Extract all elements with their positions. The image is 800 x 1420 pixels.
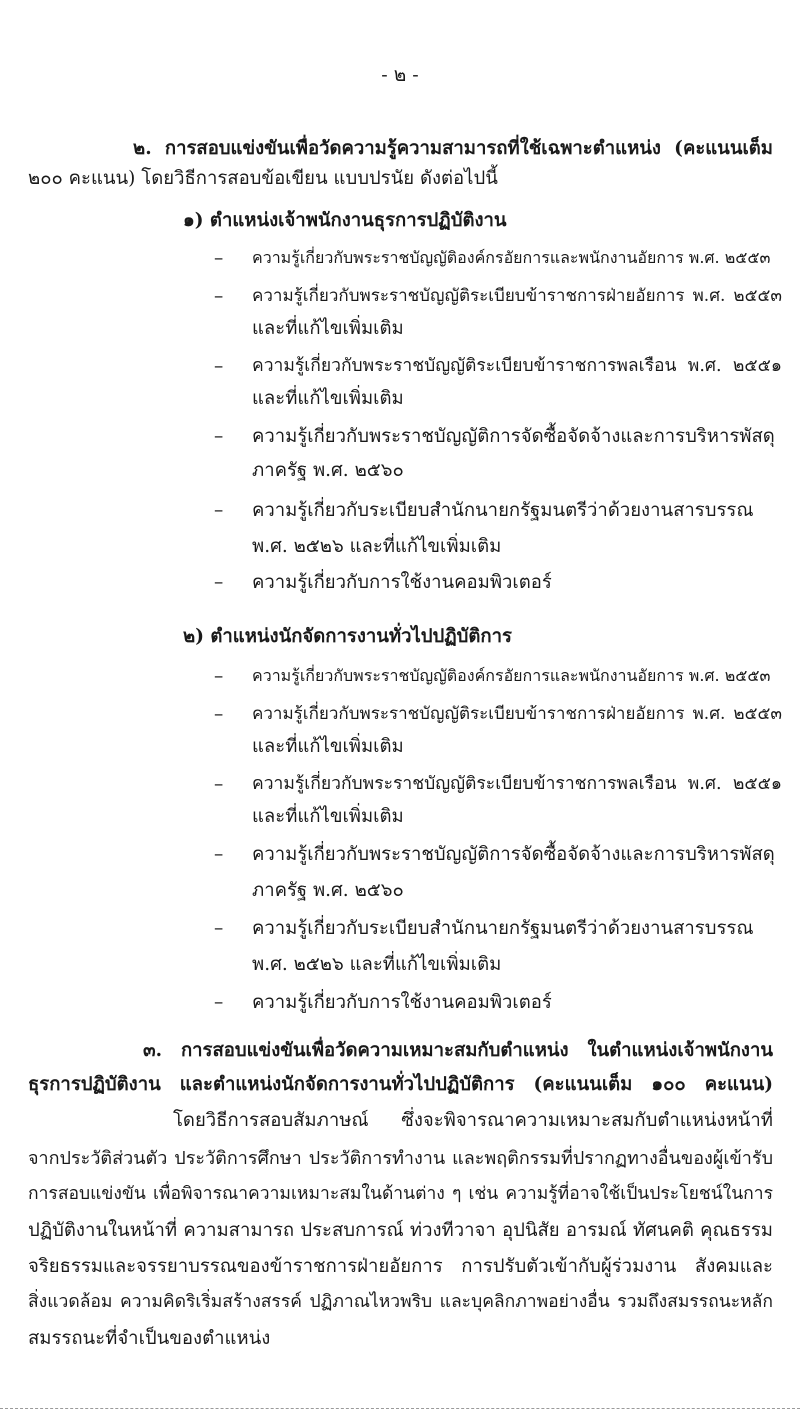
list-item-continuation: และที่แก้ไขเพิ่มเติม — [252, 318, 404, 339]
list-item: ความรู้เกี่ยวกับพระราชบัญญัติการจัดซื้อจัดจ้างและการบริหารพัสดุ — [252, 426, 775, 447]
page-bottom-rule — [0, 1408, 800, 1409]
section-3-heading-line-1: ๓. การสอบแข่งขันเพื่อวัดความเหมาะสมกับตำแหน่ง ในตำแหน่งเจ้าพนักงาน — [143, 1040, 773, 1061]
section-3-heading-line-2: ธุรการปฏิบัติงาน และตำแหน่งนักจัดการงานทั่วไปปฏิบัติการ (คะแนนเต็ม ๑๐๐ คะแนน) — [28, 1074, 773, 1095]
list-dash: – — [214, 992, 224, 1013]
list-dash: – — [214, 704, 224, 725]
list-item-continuation: พ.ศ. ๒๕๒๖ และที่แก้ไขเพิ่มเติม — [252, 536, 502, 557]
list-dash: – — [214, 426, 224, 447]
list-item: ความรู้เกี่ยวกับพระราชบัญญัติองค์กรอัยการและพนักงานอัยการ พ.ศ. ๒๕๕๓ — [252, 666, 771, 685]
list-item: ความรู้เกี่ยวกับพระราชบัญญัติระเบียบข้าราชการพลเรือน พ.ศ. ๒๕๕๑ — [252, 356, 782, 376]
list-item-continuation: พ.ศ. ๒๕๒๖ และที่แก้ไขเพิ่มเติม — [252, 954, 502, 975]
list-dash: – — [214, 844, 224, 865]
paragraph-line: จากประวัติส่วนตัว ประวัติการศึกษา ประวัติการทำงาน และพฤติกรรมที่ปรากฏทางอื่นของผู้เข้ารับ — [28, 1148, 773, 1169]
page-number: - ๒ - — [381, 64, 419, 86]
list-item: ความรู้เกี่ยวกับการใช้งานคอมพิวเตอร์ — [252, 572, 552, 593]
list-dash: – — [214, 500, 224, 521]
paragraph-line: สิ่งแวดล้อม ความคิดริเริ่มสร้างสรรค์ ปฏิภาณไหวพริบ และบุคลิกภาพอย่างอื่น รวมถึงสมรรถนะหลัก — [28, 1292, 773, 1312]
list-item-continuation: ภาครัฐ พ.ศ. ๒๕๖๐ — [252, 880, 404, 901]
list-dash: – — [214, 918, 224, 939]
list-dash: – — [214, 248, 224, 269]
list-item: ความรู้เกี่ยวกับพระราชบัญญัติองค์กรอัยการและพนักงานอัยการ พ.ศ. ๒๕๕๓ — [252, 248, 771, 267]
section-2-heading-line-1: ๒. การสอบแข่งขันเพื่อวัดความรู้ความสามารถที่ใช้เฉพาะตำแหน่ง (คะแนนเต็ม — [133, 138, 773, 159]
list-dash: – — [214, 286, 224, 307]
list-item: ความรู้เกี่ยวกับการใช้งานคอมพิวเตอร์ — [252, 992, 552, 1013]
position-1-title: ๑) ตำแหน่งเจ้าพนักงานธุรการปฏิบัติงาน — [183, 210, 507, 231]
list-item: ความรู้เกี่ยวกับระเบียบสำนักนายกรัฐมนตรีว่าด้วยงานสารบรรณ — [252, 918, 754, 939]
list-item: ความรู้เกี่ยวกับพระราชบัญญัติระเบียบข้าราชการฝ่ายอัยการ พ.ศ. ๒๕๕๓ — [252, 704, 782, 724]
paragraph-line: โดยวิธีการสอบสัมภาษณ์ ซึ่งจะพิจารณาความเหมาะสมกับตำแหน่งหน้าที่ — [173, 1110, 773, 1131]
list-item-continuation: และที่แก้ไขเพิ่มเติม — [252, 806, 404, 827]
list-item: ความรู้เกี่ยวกับพระราชบัญญัติการจัดซื้อจัดจ้างและการบริหารพัสดุ — [252, 844, 775, 865]
paragraph-line: สมรรถนะที่จำเป็นของตำแหน่ง — [28, 1328, 271, 1349]
list-dash: – — [214, 666, 224, 687]
paragraph-line: การสอบแข่งขัน เพื่อพิจารณาความเหมาะสมในด้านต่าง ๆ เช่น ความรู้ที่อาจใช้เป็นประโยชน์ในการ — [28, 1184, 773, 1204]
paragraph-line: จริยธรรมและจรรยาบรรณของข้าราชการฝ่ายอัยการ การปรับตัวเข้ากับผู้ร่วมงาน สังคมและ — [28, 1256, 773, 1277]
list-item-continuation: ภาครัฐ พ.ศ. ๒๕๖๐ — [252, 460, 404, 481]
list-item-continuation: และที่แก้ไขเพิ่มเติม — [252, 736, 404, 757]
list-item: ความรู้เกี่ยวกับระเบียบสำนักนายกรัฐมนตรีว่าด้วยงานสารบรรณ — [252, 500, 754, 521]
list-item: ความรู้เกี่ยวกับพระราชบัญญัติระเบียบข้าราชการฝ่ายอัยการ พ.ศ. ๒๕๕๓ — [252, 286, 782, 306]
section-2-heading-line-2: ๒๐๐ คะแนน) โดยวิธีการสอบข้อเขียน แบบปรนัย ดังต่อไปนี้ — [28, 168, 498, 189]
list-dash: – — [214, 572, 224, 593]
list-dash: – — [214, 356, 224, 377]
list-item-continuation: และที่แก้ไขเพิ่มเติม — [252, 388, 404, 409]
list-item: ความรู้เกี่ยวกับพระราชบัญญัติระเบียบข้าราชการพลเรือน พ.ศ. ๒๕๕๑ — [252, 774, 782, 794]
position-2-title: ๒) ตำแหน่งนักจัดการงานทั่วไปปฏิบัติการ — [183, 626, 512, 647]
paragraph-line: ปฏิบัติงานในหน้าที่ ความสามารถ ประสบการณ์ ท่วงทีวาจา อุปนิสัย อารมณ์ ทัศนคติ คุณธรรม — [28, 1220, 773, 1241]
list-dash: – — [214, 774, 224, 795]
